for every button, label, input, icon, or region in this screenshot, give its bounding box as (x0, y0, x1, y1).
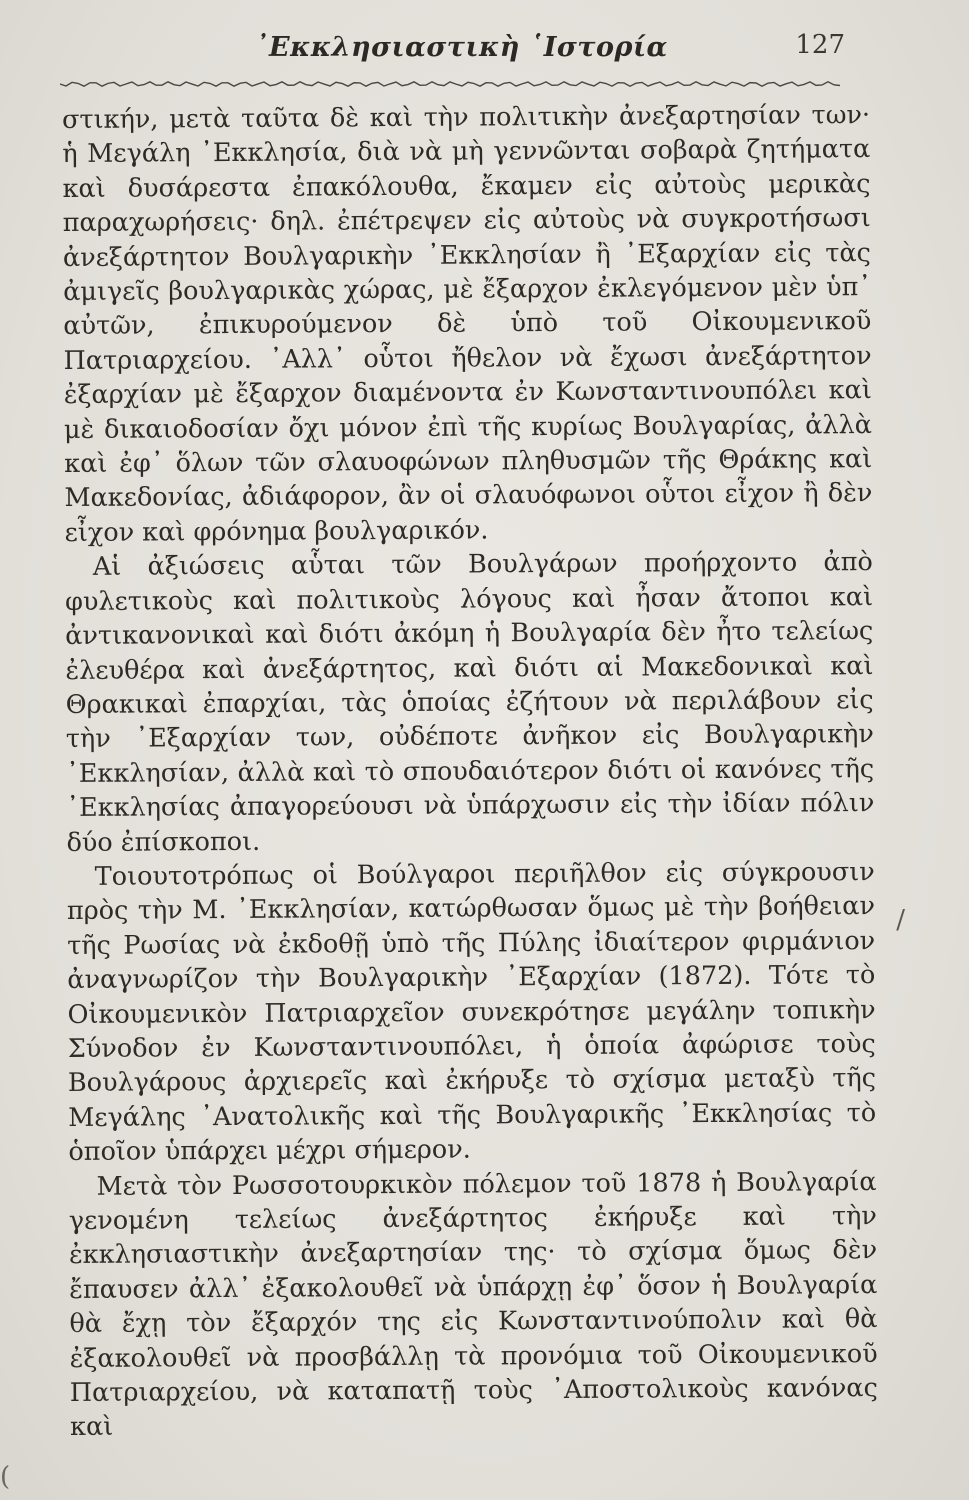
page-number: 127 (795, 30, 845, 60)
paragraph-2: Αἱ ἀξιώσεις αὗται τῶν Βουλγάρων προήρχοντο ἀπὸ φυλετικοὺς καὶ πολιτικοὺς λόγους καὶ ἦσαν ἄτοποι καὶ ἀντικανονικαὶ καὶ διότι ἀκόμη ἡ Βουλγαρία δὲν ἦτο τελείως ἐλευθέρα καὶ ἀνεξάρτητος, καὶ διότι αἱ Μακεδονικαὶ καὶ Θρακικαὶ ἐπαρχίαι, τὰς ὁποίας ἐζήτουν νὰ περιλάβουν εἰς τὴν ᾿Εξαρχίαν των, οὐδέποτε ἀνῆκον εἰς Βουλγαρικὴν ᾿Εκκλησίαν, ἀλλὰ καὶ τὸ σπουδαιότερον διότι οἱ κανόνες τῆς ᾿Εκκλησίας ἀπαγορεύουσι νὰ ὑπάρχωσιν εἰς τὴν ἰδίαν πόλιν δύο ἐπίσκοποι. (64, 547, 875, 858)
header-rule (60, 78, 840, 90)
corner-mark: ( (0, 1462, 11, 1492)
paragraph-3: Τοιουτοτρόπως οἱ Βούλγαροι περιῆλθον εἰς σύγκρουσιν πρὸς τὴν Μ. ᾿Εκκλησίαν, κατώρθωσαν ὅμως μὲ τὴν βοήθειαν τῆς Ρωσίας νὰ ἐκδοθῇ ὑπὸ τῆς Πύλης ἰδιαίτερον φιρμάνιον ἀναγνωρίζον τὴν Βουλγαρικὴν ᾿Εξαρχίαν (1872). Τότε τὸ Οἰκουμενικὸν Πατριαρχεῖον συνεκρότησε μεγάλην τοπικὴν Σύνοδον ἐν Κωνσταντινουπόλει, ἡ ὁποία ἀφώρισε τοὺς Βουλγάρους ἀρχιερεῖς καὶ ἐκήρυξε τὸ σχίσμα μεταξὺ τῆς Μεγάλης ᾿Ανατολικῆς καὶ τῆς Βουλγαρικῆς ᾿Εκκλησίας τὸ ὁποῖον ὑπάρχει μέχρι σήμερον. (66, 856, 877, 1168)
paragraph-1: στικήν, μετὰ ταῦτα δὲ καὶ τὴν πολιτικὴν ἀνεξαρτησίαν των· ἡ Μεγάλη ᾿Εκκλησία, διὰ νὰ μὴ γεννῶνται σοβαρὰ ζητήματα καὶ δυσάρεστα ἐπακόλουθα, ἔκαμεν εἰς αὐτοὺς μερικὰς παραχωρήσεις· δηλ. ἐπέτρεψεν εἰς αὐτοὺς νὰ συγκροτήσωσι ἀνεξάρτητον Βουλγαρικὴν ᾿Εκκλησίαν ἢ ᾿Εξαρχίαν εἰς τὰς ἀμιγεῖς βουλγαρικὰς χώρας, μὲ ἔξαρχον ἐκλεγόμενον μὲν ὑπ᾿ αὐτῶν, ἐπικυρούμενον δὲ ὑπὸ τοῦ Οἰκουμενικοῦ Πατριαρχείου. ᾿Αλλ᾿ οὗτοι ἤθελον νὰ ἔχωσι ἀνεξάρτητον ἐξαρχίαν μὲ ἔξαρχον διαμένοντα ἐν Κωνσταντινουπόλει καὶ μὲ δικαιοδοσίαν ὄχι μόνον ἐπὶ τῆς κυρίως Βουλγαρίας, ἀλλὰ καὶ ἐφ᾿ ὅλων τῶν σλαυοφώνων πληθυσμῶν τῆς Θράκης καὶ Μακεδονίας, ἀδιάφορον, ἂν οἱ σλαυόφωνοι οὗτοι εἶχον ἢ δὲν εἶχον καὶ φρόνημα βουλγαρικόν. (62, 100, 873, 548)
paragraph-4: Μετὰ τὸν Ρωσσοτουρκικὸν πόλεμον τοῦ 1878 ἡ Βουλγαρία γενομένη τελείως ἀνεξάρτητος ἐκήρυξε καὶ τὴν ἐκκλησιαστικὴν ἀνεξαρτησίαν της· τὸ σχίσμα ὅμως δὲν ἔπαυσεν ἀλλ᾿ ἐξακολουθεῖ νὰ ὑπάρχῃ ἐφ᾿ ὅσον ἡ Βουλγαρία θὰ ἔχῃ τὸν ἔξαρχόν της εἰς Κωνσταντινούπολιν καὶ θὰ ἐξακολουθεῖ νὰ προσβάλλῃ τὰ προνόμια τοῦ Οἰκουμενικοῦ Πατριαρχείου, νὰ καταπατῇ τοὺς ᾿Αποστολικοὺς κανόνας καὶ (68, 1166, 878, 1443)
running-title: ᾿Εκκλησιαστικὴ ῾Ιστορία (255, 32, 668, 63)
page-header (60, 30, 845, 74)
body-text (62, 98, 878, 1445)
margin-mark: / (896, 905, 905, 935)
